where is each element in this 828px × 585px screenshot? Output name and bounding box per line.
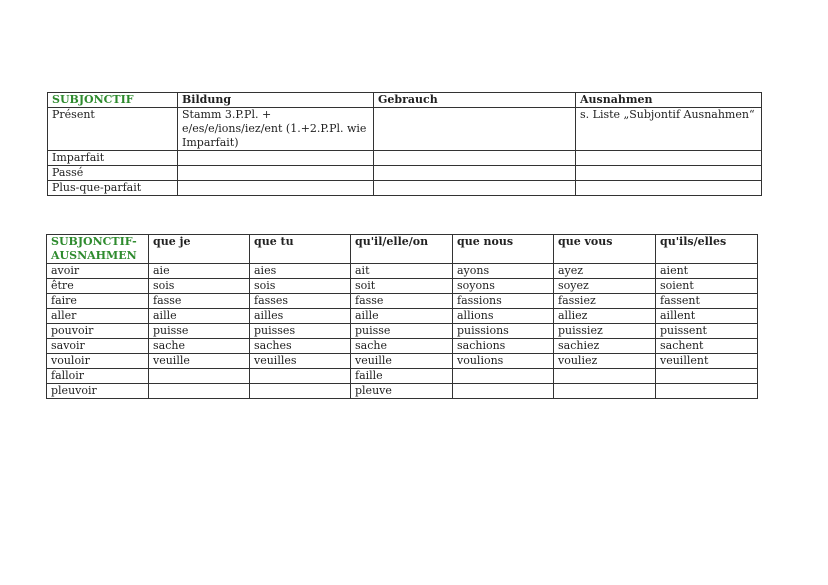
table-cell [149, 384, 250, 399]
table-cell [178, 151, 374, 166]
table-row [48, 166, 762, 181]
table-cell: pleuvoir [47, 384, 149, 399]
table-cell: alliez [554, 309, 656, 324]
table-row [47, 324, 758, 339]
table-cell [554, 384, 656, 399]
table-cell: soient [656, 279, 758, 294]
table-cell [554, 369, 656, 384]
table-cell: veuilles [250, 354, 351, 369]
overview-header-cell: SUBJONCTIF [48, 93, 178, 108]
table-cell: soyez [554, 279, 656, 294]
table-cell: aller [47, 309, 149, 324]
table-cell: Plus-que-parfait [48, 181, 178, 196]
table-cell: s. Liste „Subjontif Ausnahmen“ [576, 108, 762, 151]
table-cell: puissiez [554, 324, 656, 339]
table-row [47, 354, 758, 369]
exceptions-header-row [47, 235, 758, 264]
table-cell: falloir [47, 369, 149, 384]
table-cell: puisse [351, 324, 453, 339]
table-cell: puissions [453, 324, 554, 339]
table-cell: pleuve [351, 384, 453, 399]
table-cell: faire [47, 294, 149, 309]
table-cell: fasse [351, 294, 453, 309]
table-row [47, 369, 758, 384]
table-cell: veuillent [656, 354, 758, 369]
table-cell: sachions [453, 339, 554, 354]
exceptions-header-cell: que je [149, 235, 250, 264]
table-cell: ait [351, 264, 453, 279]
table-cell: sachent [656, 339, 758, 354]
table-cell: aille [351, 309, 453, 324]
table-cell: fassent [656, 294, 758, 309]
exceptions-header-cell: que nous [453, 235, 554, 264]
exceptions-header-cell: que vous [554, 235, 656, 264]
table-cell: avoir [47, 264, 149, 279]
table-cell: Stamm 3.P.Pl. + e/es/e/ions/iez/ent (1.+2.P.Pl. wie Imparfait) [178, 108, 374, 151]
table-cell: savoir [47, 339, 149, 354]
table-cell: aient [656, 264, 758, 279]
table-cell [453, 384, 554, 399]
table-cell: vouloir [47, 354, 149, 369]
table-cell [374, 151, 576, 166]
table-cell: ayez [554, 264, 656, 279]
table-cell: être [47, 279, 149, 294]
table-cell [178, 166, 374, 181]
table-cell [576, 151, 762, 166]
table-cell: Imparfait [48, 151, 178, 166]
subjonctif-overview-table [47, 92, 762, 196]
table-cell: aillent [656, 309, 758, 324]
table-cell: veuille [351, 354, 453, 369]
table-row [47, 309, 758, 324]
table-cell: aies [250, 264, 351, 279]
table-cell [374, 181, 576, 196]
table-cell: ayons [453, 264, 554, 279]
overview-header-cell: Gebrauch [374, 93, 576, 108]
table-cell [656, 384, 758, 399]
table-row [47, 279, 758, 294]
table-cell: Passé [48, 166, 178, 181]
table-cell [178, 181, 374, 196]
table-cell [250, 384, 351, 399]
exceptions-header-cell: que tu [250, 235, 351, 264]
overview-header-cell: Bildung [178, 93, 374, 108]
table-cell: voulions [453, 354, 554, 369]
table-cell: sache [351, 339, 453, 354]
table-cell: saches [250, 339, 351, 354]
exceptions-header-cell: SUBJONCTIF-AUSNAHMEN [47, 235, 149, 264]
table-cell: vouliez [554, 354, 656, 369]
table-row [47, 384, 758, 399]
table-cell [374, 166, 576, 181]
table-cell: sachiez [554, 339, 656, 354]
table-cell: ailles [250, 309, 351, 324]
table-cell: soyons [453, 279, 554, 294]
table-cell [149, 369, 250, 384]
table-cell [374, 108, 576, 151]
table-row [48, 181, 762, 196]
table-cell: sois [149, 279, 250, 294]
table-row [47, 339, 758, 354]
table-row [47, 264, 758, 279]
table-cell: sois [250, 279, 351, 294]
table-cell: aie [149, 264, 250, 279]
subjonctif-exceptions-table [46, 234, 758, 399]
table-cell: puisse [149, 324, 250, 339]
table-cell: fassions [453, 294, 554, 309]
table-cell: Présent [48, 108, 178, 151]
table-cell [576, 166, 762, 181]
table-cell: aille [149, 309, 250, 324]
table-row [47, 294, 758, 309]
table-cell [576, 181, 762, 196]
table-cell: pouvoir [47, 324, 149, 339]
table-cell: fasse [149, 294, 250, 309]
table-cell [250, 369, 351, 384]
table-cell: fassiez [554, 294, 656, 309]
table-cell: puissent [656, 324, 758, 339]
table-cell: sache [149, 339, 250, 354]
exceptions-header-cell: qu'ils/elles [656, 235, 758, 264]
overview-header-cell: Ausnahmen [576, 93, 762, 108]
table-cell: puisses [250, 324, 351, 339]
table-cell [656, 369, 758, 384]
table-cell [453, 369, 554, 384]
exceptions-header-cell: qu'il/elle/on [351, 235, 453, 264]
table-cell: faille [351, 369, 453, 384]
overview-header-row [48, 93, 762, 108]
table-row [48, 151, 762, 166]
table-row [48, 108, 762, 151]
table-cell: veuille [149, 354, 250, 369]
table-cell: allions [453, 309, 554, 324]
table-cell: fasses [250, 294, 351, 309]
table-cell: soit [351, 279, 453, 294]
